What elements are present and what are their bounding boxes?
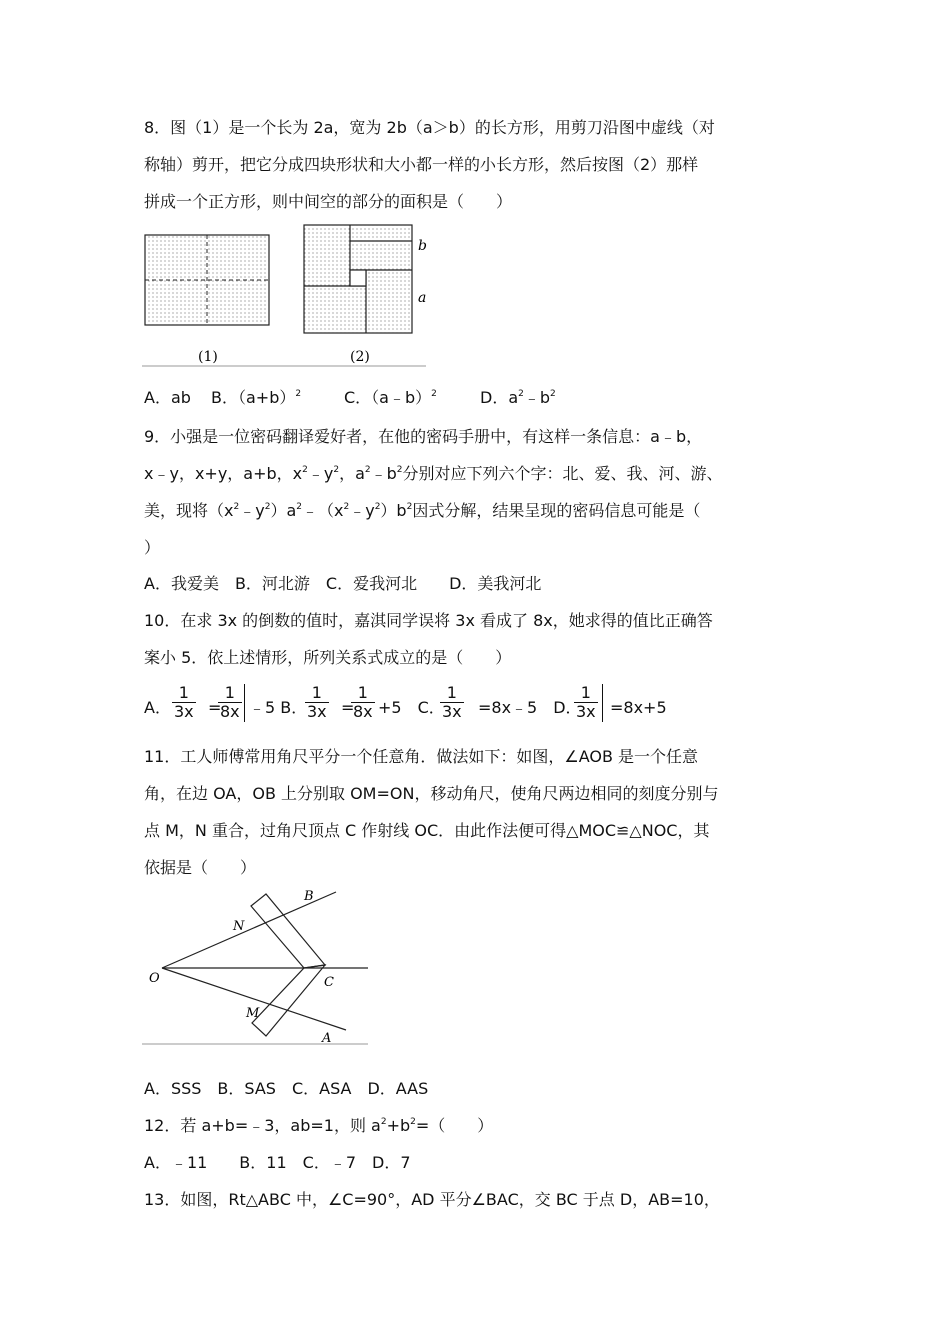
q8-figure bbox=[140, 220, 430, 370]
q10-a-fraction-2: $\frac{1}{8x}$ bbox=[220, 683, 240, 721]
caption-2: (2) bbox=[350, 349, 370, 365]
q12-line1: 12．若 a+b=﹣3，ab=1，则 $a^2+b^2=$（ ） bbox=[144, 1116, 494, 1135]
q8-option-a: A．ab bbox=[144, 388, 191, 407]
q10-a-tail: ﹣5 B． bbox=[249, 698, 308, 717]
q10-a-bar bbox=[244, 684, 245, 722]
q11-line2: 角，在边 OA，OB 上分别取 OM=ON，移动角尺，使角尺两边相同的刻度分别与 bbox=[144, 784, 719, 803]
q9-line1: 9．小强是一位密码翻译爱好者，在他的密码手册中，有这样一条信息：a﹣b， bbox=[144, 427, 703, 446]
q10-line2: 案小 5．依上述情形，所列关系式成立的是（ ） bbox=[144, 648, 512, 667]
q9-line2: x﹣y，x+y，a+b，$x^2﹣y^2$，$a^2﹣b^2$分别对应下列六个字：北、爱、我、河、游、 bbox=[144, 464, 723, 483]
q8-line1: 8．图（1）是一个长为 2a，宽为 2b（a＞b）的长方形，用剪刀沿图中虚线（对 bbox=[144, 118, 715, 137]
q11-figure bbox=[140, 882, 375, 1047]
q10-d-fraction: $\frac{1}{3x}$ bbox=[576, 683, 596, 721]
label-C: C bbox=[324, 975, 334, 990]
label-O: O bbox=[149, 971, 160, 986]
q8-option-c: C．（a﹣b）$^2$ bbox=[344, 388, 437, 407]
label-B: B bbox=[304, 889, 314, 904]
figure-1-rectangle bbox=[145, 235, 269, 325]
q10-b-fraction-1: $\frac{1}{3x}$ bbox=[307, 683, 327, 721]
q10-b-equals: = bbox=[341, 698, 355, 717]
q11-line4: 依据是（ ） bbox=[144, 858, 257, 877]
q9-options: A．我爱美 B．河北游 C．爱我河北 D．美我河北 bbox=[144, 574, 542, 593]
q11-line3: 点 M，N 重合，过角尺顶点 C 作射线 OC．由此作法便可得△MOC≌△NOC，其 bbox=[144, 821, 710, 840]
label-a: a bbox=[418, 290, 427, 306]
q11-options: A．SSS B．SAS C．ASA D．AAS bbox=[144, 1079, 429, 1098]
q9-line4: ） bbox=[144, 538, 161, 557]
q8-option-d: D．$a^2﹣b^2$ bbox=[480, 388, 556, 407]
q9-line3: 美，现将$(x^2﹣y^2)a^2﹣(x^2﹣y^2)b^2$因式分解，结果呈现的密码信息可能是（ bbox=[144, 501, 701, 520]
q10-line1: 10．在求 3x 的倒数的值时，嘉淇同学误将 3x 看成了 8x，她求得的值比正确答 bbox=[144, 611, 713, 630]
q12-options: A．﹣11 B．11 C．﹣7 D．7 bbox=[144, 1153, 411, 1172]
q10-option-a-label: A． bbox=[144, 698, 171, 717]
q8-line2: 称轴）剪开，把它分成四块形状和大小都一样的小长方形，然后按图（2）那样 bbox=[144, 155, 699, 174]
q10-d-bar bbox=[602, 684, 603, 722]
q10-d-tail: =8x+5 bbox=[610, 698, 667, 717]
label-b: b bbox=[418, 238, 427, 254]
caption-1: (1) bbox=[198, 349, 218, 365]
q8-line3: 拼成一个正方形，则中间空的部分的面积是（ ） bbox=[144, 192, 513, 211]
q10-a-fraction-1: $\frac{1}{3x}$ bbox=[174, 683, 194, 721]
q8-option-b: B．$(a+b)^2$ bbox=[211, 388, 302, 407]
label-M: M bbox=[246, 1006, 260, 1021]
label-N: N bbox=[233, 919, 245, 934]
q10-b-tail: +5 C． bbox=[378, 698, 445, 717]
label-A: A bbox=[322, 1031, 332, 1046]
q11-line1: 11．工人师傅常用角尺平分一个任意角．做法如下：如图，∠AOB 是一个任意 bbox=[144, 747, 699, 766]
q10-c-tail: =8x﹣5 D． bbox=[478, 698, 582, 717]
q13-line1: 13．如图，Rt△ABC 中，∠C=90°，AD 平分∠BAC，交 BC 于点 D，AB=10， bbox=[144, 1190, 720, 1209]
q10-a-equals: = bbox=[208, 698, 222, 717]
figure-2-square bbox=[304, 225, 412, 333]
q10-c-fraction: $\frac{1}{3x}$ bbox=[442, 683, 462, 721]
q10-b-fraction-2: $\frac{1}{8x}$ bbox=[353, 683, 373, 721]
